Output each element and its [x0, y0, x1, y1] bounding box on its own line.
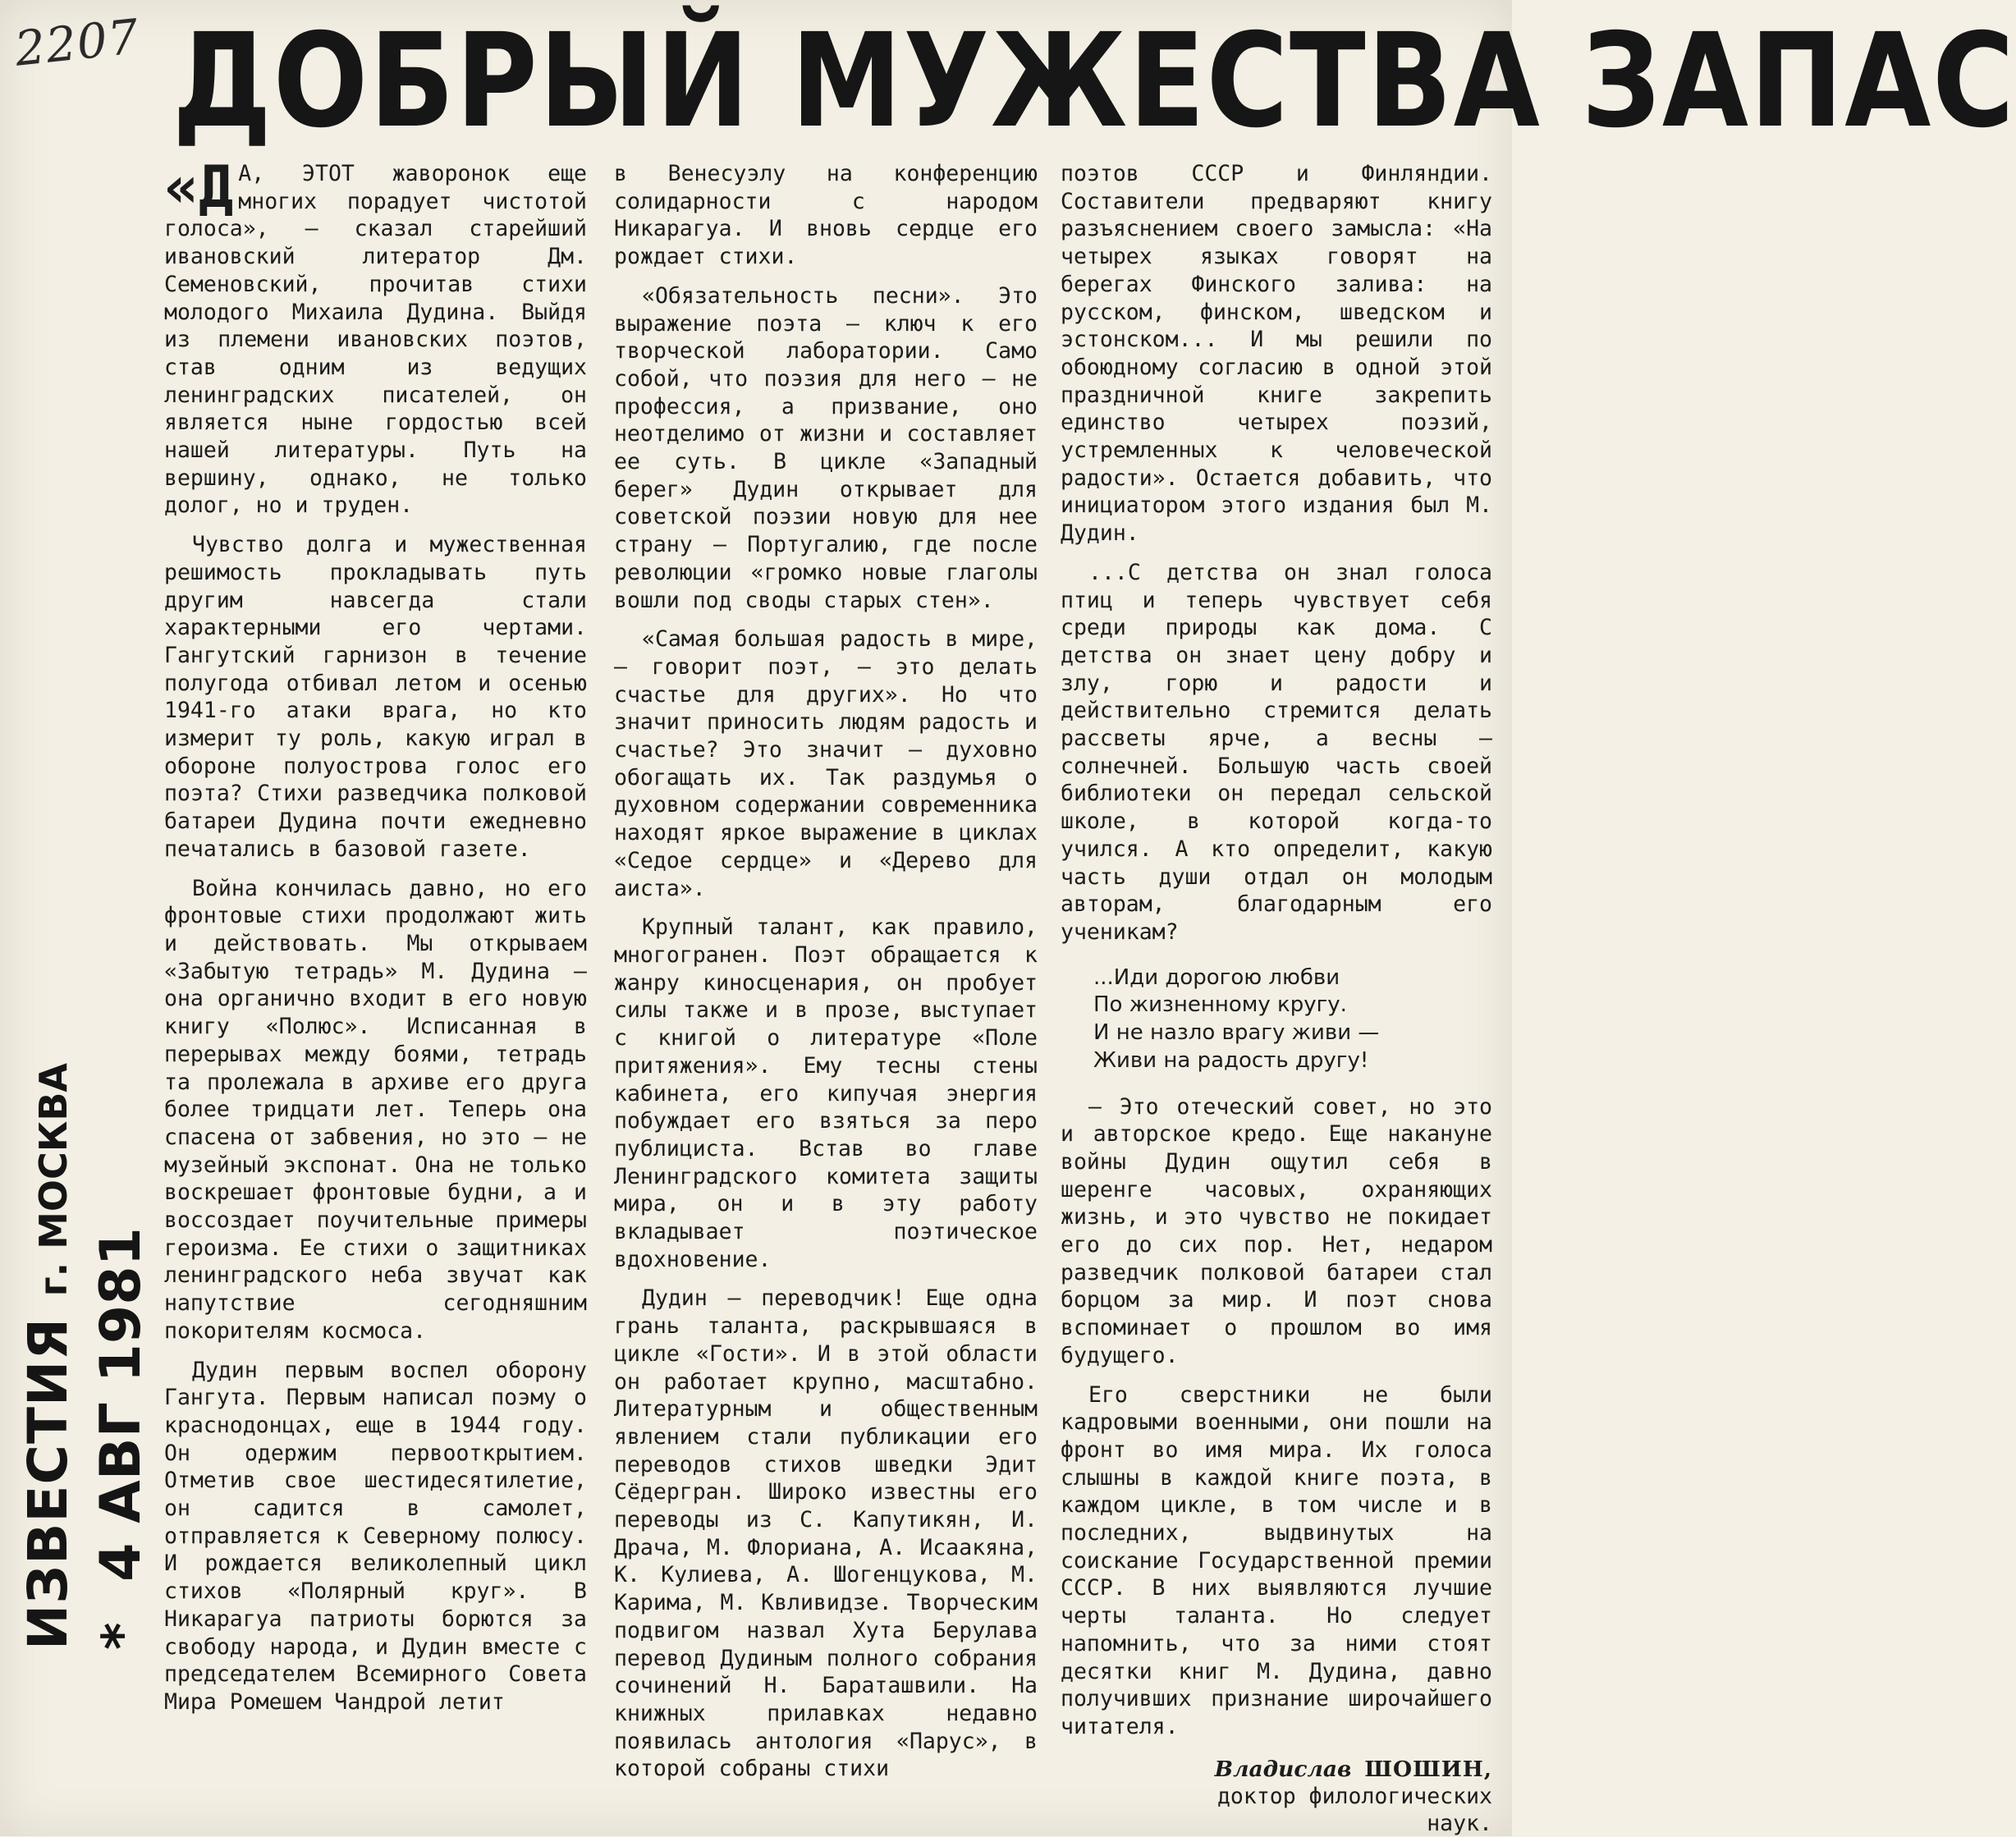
paragraph: Крупный талант, как правило, многогранен. Поэт обращается к жанру киносценария, он пробует силы также и в прозе, выступает с книгой о литературе «Поле притяжения». Ему тесны стены кабинета, его кипучая энергия побуждает его взяться за перо публициста. Встав во главе Ленинградского комитета защиты мира, он и в эту работу вкладывает поэтическое вдохновение.: [614, 914, 1038, 1272]
stamp-star-icon: *: [92, 1622, 153, 1650]
author-signature: [1061, 1756, 1492, 1837]
handwritten-archive-number: 2207: [11, 8, 142, 77]
first-paragraph-text: А, ЭТОТ жаворонок еще многих порадует чистотой голоса», — сказал старейший ивановский литератор Дм. Семеновский, прочитав стихи молодого Михаила Дудина. Выйдя из племени ивановских поэтов, став одним из ведущих ленинградских писателей, он является ныне гордостью всей нашей литературы. Путь на вершину, однако, не только долог, но и труден.: [164, 161, 587, 519]
author-title-line-2: наук.: [1427, 1810, 1492, 1836]
article-column-3: [1061, 160, 1492, 1837]
paragraph: Война кончилась давно, но его фронтовые стихи продолжают жить и действовать. Мы открываем «Забытую тетрадь» М. Дудина — она органично входит в его новую книгу «Полюс». Исписанная в перерывах между боями, тетрадь та пролежала в архиве его друга более тридцати лет. Теперь она спасена от забвения, но это — не музейный экспонат. Она не только воскрешает фронтовые будни, а и воссоздает поучительные примеры героизма. Ее стихи о защитниках ленинградского неба звучат как напутствие сегодняшним покорителям космоса.: [164, 875, 587, 1344]
article-column-2: [614, 160, 1038, 1794]
author-name-line: [1061, 1756, 1492, 1783]
article-headline: ДОБРЫЙ МУЖЕСТВА ЗАПАС: [172, 6, 2016, 157]
article-column-1: [164, 153, 587, 1728]
stamp-masthead: [16, 1063, 80, 1650]
stamp-date: 4 АВГ 1981: [89, 1227, 153, 1582]
poem-line: ...Иди дорогою любви: [1093, 964, 1340, 990]
stamp-newspaper-name: ИЗВЕСТИЯ: [16, 1317, 80, 1650]
author-title-line-1: доктор филологических: [1216, 1783, 1492, 1809]
paragraph: Его сверстники не были кадровыми военными, они пошли на фронт во имя мира. Их голоса слышны в каждой книге поэта, в каждом цикле, в том числе и в последних, выдвинутых на соискание Государственной премии СССР. В них выявляются лучшие черты таланта. Но следует напомнить, что за ними стоят десятки книг М. Дудина, давно получивших признание широчайшего читателя.: [1061, 1381, 1492, 1739]
paragraph: Чувство долга и мужественная решимость прокладывать путь другим навсегда стали характерными его чертами. Гангутский гарнизон в течение полугода отбивал летом и осенью 1941-го атаки врага, но кто измерит ту роль, какую играл в обороне полуострова голос его поэта? Стихи разведчика полковой батареи Дудина почти ежедневно печатались в базовой газете.: [164, 532, 587, 862]
paragraph: «Обязательность песни». Это выражение поэта — ключ к его творческой лаборатории. Само собой, что поэзия для него — не профессия, а призвание, оно неотделимо от жизни и составляет ее суть. В цикле «Западный берег» Дудин открывает для советской поэзии новую для нее страну — Португалию, где после революции «громко новые глаголы вошли под своды старых стен».: [614, 282, 1038, 613]
paragraph: «Самая большая радость в мире, — говорит поэт, — это делать счастье для других». Но что значит приносить людям радость и счастье? Это значит — духовно обогащать их. Так раздумья о духовном содержании современника находят яркое выражение в циклах «Седое сердце» и «Дерево для аиста».: [614, 626, 1038, 901]
paragraph: — Это отеческий совет, но это и авторское кредо. Еще накануне войны Дудин ощутил себя в шеренге часовых, охраняющих жизнь, и это чувство не покидает его до сих пор. Нет, недаром разведчик полковой батареи стал борцом за мир. И поэт снова вспоминает о прошлом во имя будущего.: [1061, 1093, 1492, 1368]
author-surname: ШОШИН,: [1364, 1756, 1492, 1782]
poem-line: И не назло врагу живи —: [1093, 1020, 1380, 1046]
first-paragraph: [164, 153, 587, 520]
stamp-city: г. МОСКВА: [31, 1062, 76, 1297]
paragraph: Дудин первым воспел оборону Гангута. Первым написал поэму о краснодонцах, еще в 1944 году. Он одержим первооткрытием. Отметив свое шестидесятилетие, он садится в самолет, отправляется к Северному полюсу. И рождается великолепный цикл стихов «Полярный круг». В Никарагуа патриоты борются за свободу народа, и Дудин вместе с председателем Всемирного Совета Мира Ромешем Чандрой летит: [164, 1357, 587, 1715]
paragraph-continuation: поэтов СССР и Финляндии. Составители предваряют книгу разъяснением своего замысла: «На четырех языках говорят на берегах Финского залива: на русском, финском, шведском и эстонском... И мы решили по обоюдному согласию в одной этой праздничной книге закрепить единство четырех поэзий, устремленных к человеческой радости». Остается добавить, что инициатором этого издания был М. Дудин.: [1061, 161, 1492, 547]
paragraph: ...С детства он знал голоса птиц и теперь чувствует себя среди природы как дома. С детства он знает цену добру и злу, горю и радости и действительно стремится делать рассветы ярче, а весны — солнечней. Большую часть своей библиотеки он передал сельской школе, в которой когда-то учился. А кто определит, какую часть души отдал он молодым авторам, благодарным его ученикам?: [1061, 559, 1492, 945]
poem-line: Живи на радость другу!: [1093, 1047, 1369, 1073]
paragraph: Дудин — переводчик! Еще одна грань таланта, раскрывшаяся в цикле «Гости». И в этой области он работает крупно, масштабно. Литературным и общественным явлением стали публикации его переводов стихов шведки Эдит Сёдергран. Широко известны его переводы из С. Капутикян, И. Драча, М. Флориана, А. Исаакяна, К. Кулиева, А. Шогенцукова, М. Карима, М. Квливидзе. Творческим подвигом назвал Хута Берулава перевод Дудиным полного собрания сочинений Н. Бараташвили. На книжных прилавках недавно появилась антология «Парус», в которой собраны стихи: [614, 1285, 1038, 1782]
drop-cap: «Д: [164, 153, 234, 221]
poem-quote: [1093, 964, 1492, 1075]
stamp-date-line: [89, 1227, 153, 1650]
paragraph-continuation: в Венесуэлу на конференцию солидарности с народом Никарагуа. И вновь сердце его рождает стихи.: [614, 161, 1038, 270]
author-first-name: Владислав: [1214, 1756, 1352, 1782]
poem-line: По жизненному кругу.: [1093, 992, 1347, 1018]
